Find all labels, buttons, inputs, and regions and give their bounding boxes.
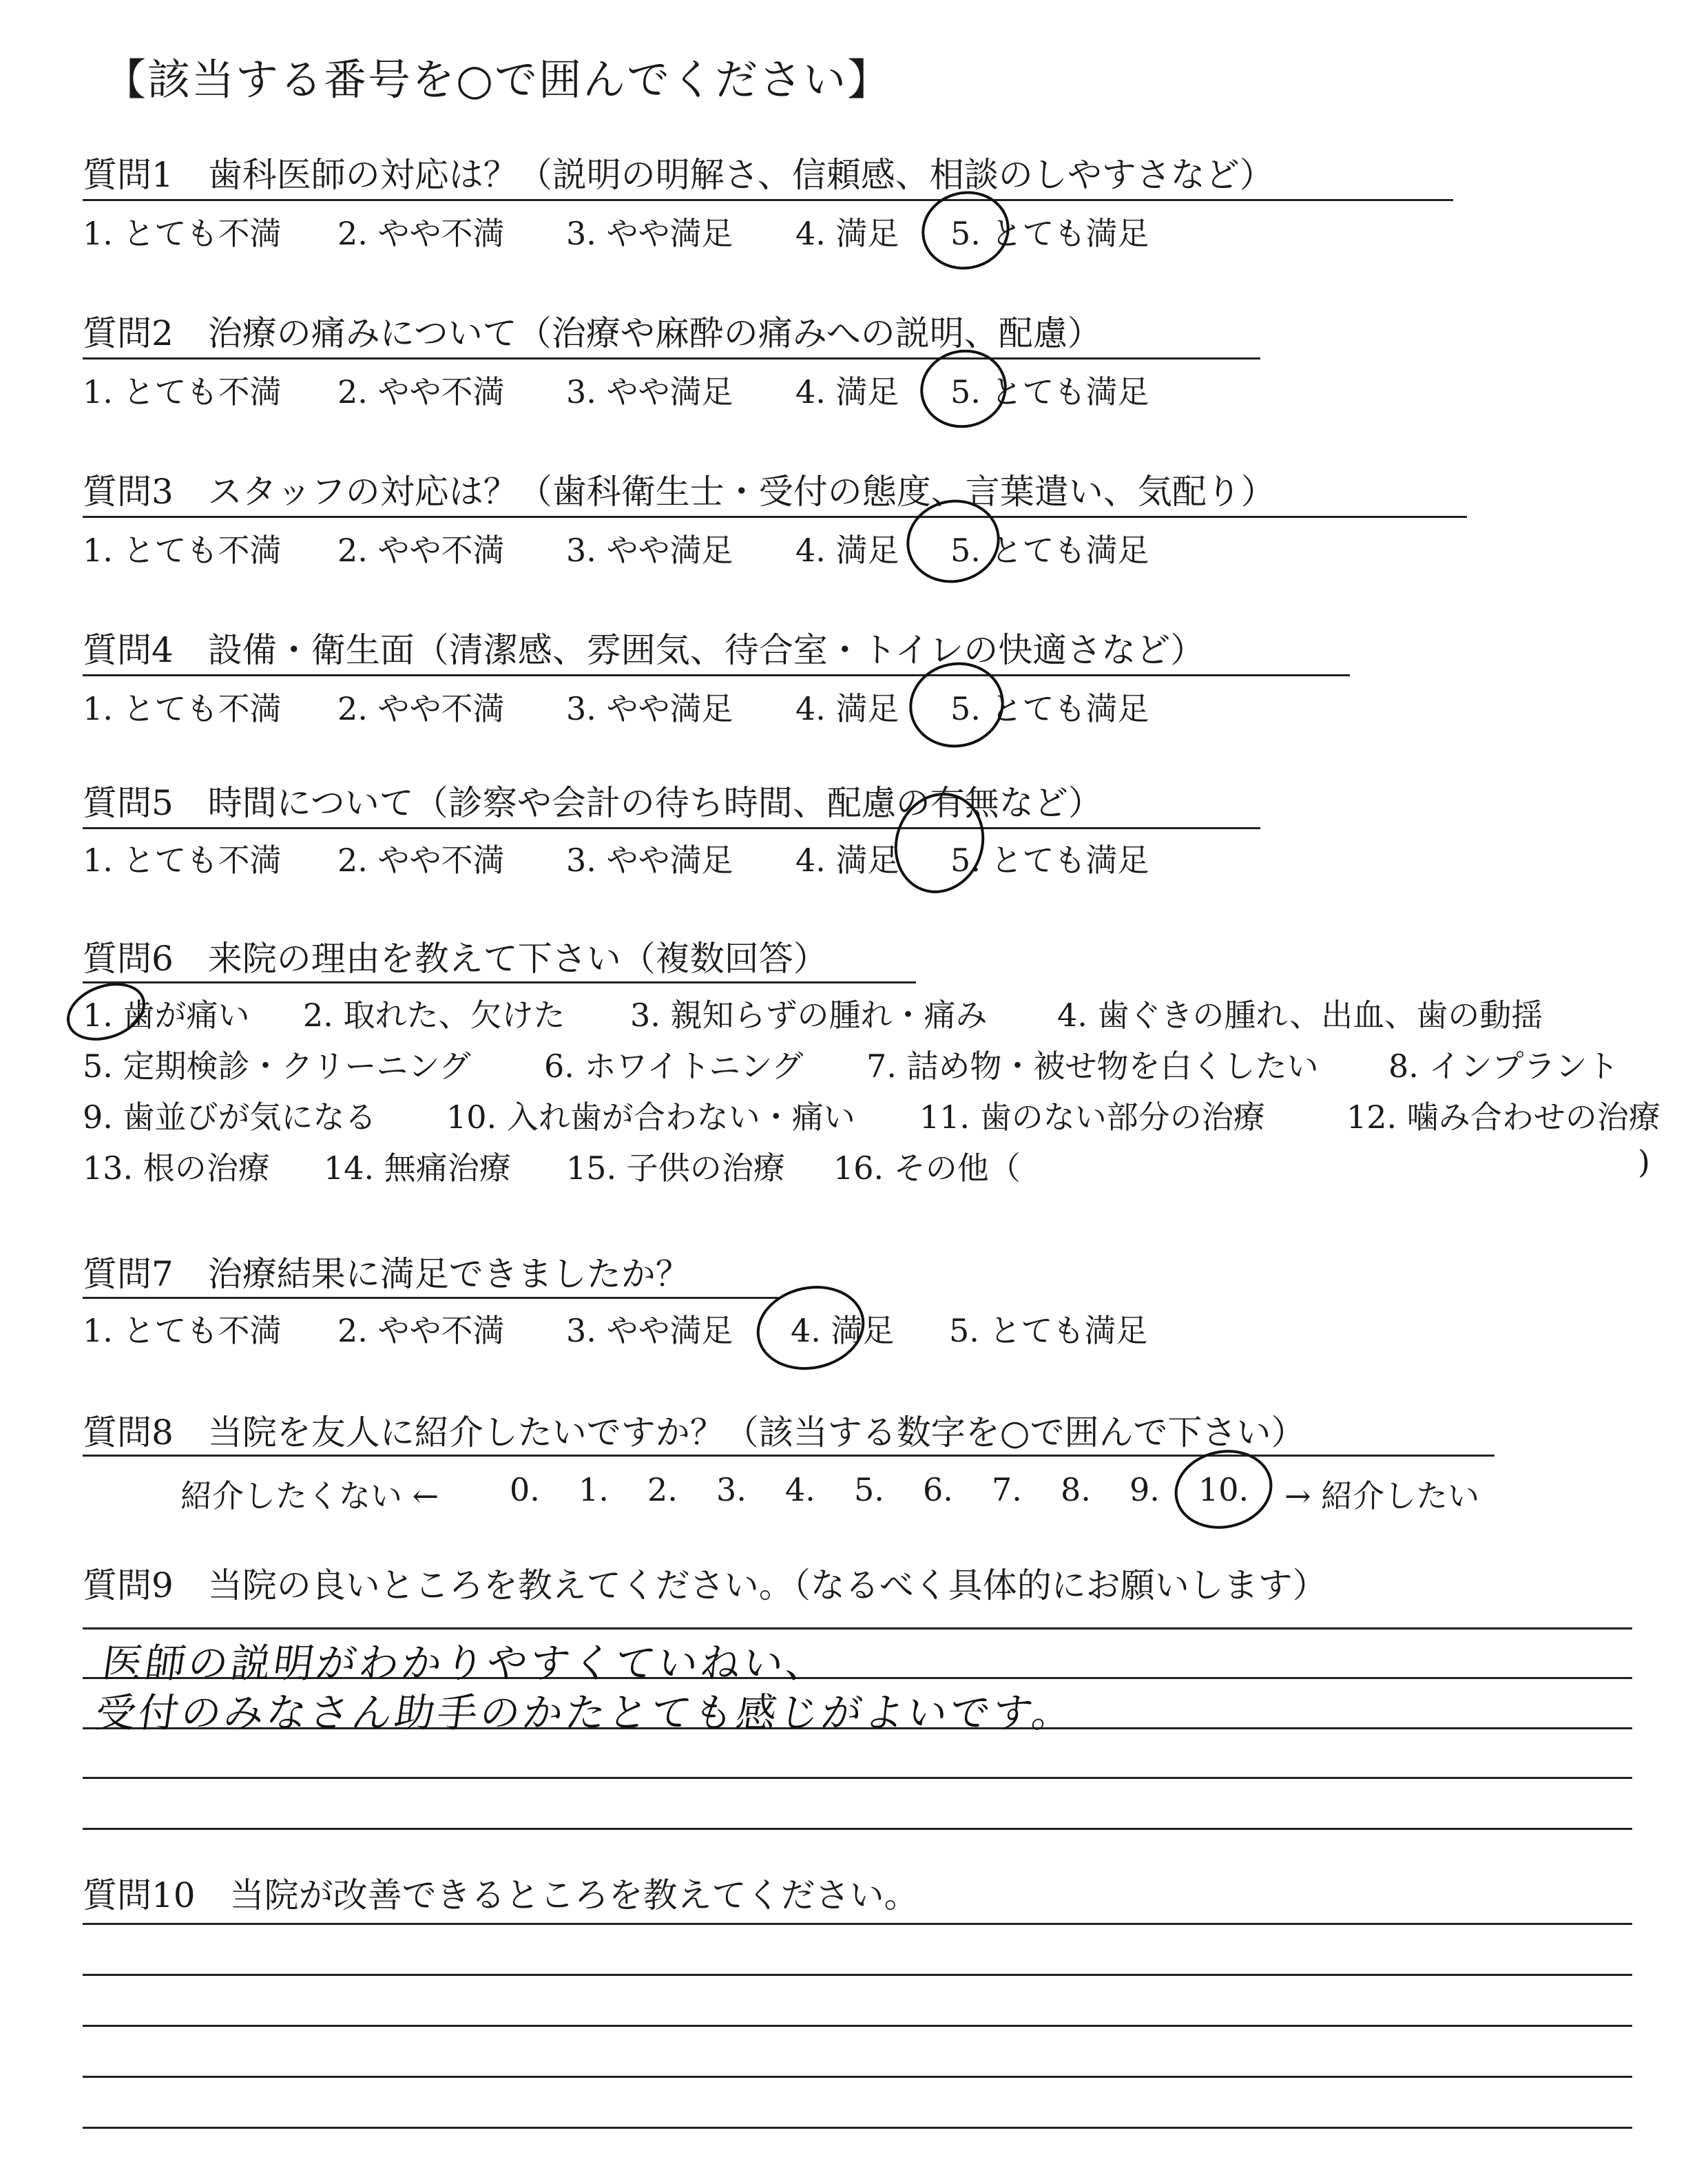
q7-option-3[interactable]: 3. やや満足: [566, 1312, 733, 1349]
q6-reason-9[interactable]: 9. 歯並びが気になる: [83, 1098, 377, 1136]
question-3-underline: [83, 516, 1467, 518]
question-10: 質問10 当院が改善できるところを教えてください。: [83, 1875, 919, 1915]
q8-score-0[interactable]: 0.: [510, 1471, 540, 1508]
q8-right-label: → 紹介したい: [1284, 1477, 1480, 1514]
q3-option-3[interactable]: 3. やや満足: [566, 532, 733, 569]
q5-option-4[interactable]: 4. 満足: [795, 842, 899, 879]
q9-answer-line-5: [83, 1828, 1632, 1830]
question-1: 質問1 歯科医師の対応は？（説明の明解さ、信頼感、相談のしやすさなど）: [83, 155, 1274, 195]
q9-answer-line-1: [83, 1627, 1632, 1629]
question-8-underline: [83, 1455, 1494, 1457]
q3-option-4[interactable]: 4. 満足: [795, 532, 899, 569]
q8-score-10[interactable]: 10.: [1198, 1471, 1249, 1508]
q10-answer-line-2: [83, 1974, 1632, 1976]
q8-score-5[interactable]: 5.: [854, 1471, 884, 1508]
q2-option-2[interactable]: 2. やや不満: [337, 373, 505, 410]
question-4-underline: [83, 674, 1350, 676]
q7-option-4[interactable]: 4. 満足: [791, 1312, 895, 1349]
q5-option-2[interactable]: 2. やや不満: [337, 842, 505, 879]
question-5: 質問5 時間について（診察や会計の待ち時間、配慮の有無など）: [83, 783, 1103, 823]
q2-option-4[interactable]: 4. 満足: [795, 373, 899, 410]
q6-reason-2[interactable]: 2. 取れた、欠けた: [303, 997, 565, 1034]
q10-answer-line-1: [83, 1923, 1632, 1925]
q9-handwritten-answer-2: 受付のみなさん助手のかたとても感じがよいです。: [92, 1689, 1079, 1736]
q6-reason-6[interactable]: 6. ホワイトニング: [544, 1048, 804, 1085]
q5-option-1[interactable]: 1. とても不満: [83, 842, 282, 879]
q2-option-5[interactable]: 5. とても満足: [950, 373, 1149, 410]
q4-option-5[interactable]: 5. とても満足: [950, 690, 1149, 727]
q8-score-3[interactable]: 3.: [716, 1471, 747, 1508]
q5-option-5[interactable]: 5. とても満足: [950, 842, 1149, 879]
q6-reason-14[interactable]: 14. 無痛治療: [324, 1149, 511, 1187]
q1-option-4[interactable]: 4. 満足: [795, 215, 899, 252]
page-title: 【該当する番号を○で囲んでください】: [103, 54, 892, 105]
q6-answer-circle: [59, 972, 154, 1051]
q6-reason-3[interactable]: 3. 親知らずの腫れ・痛み: [630, 997, 988, 1034]
q7-option-2[interactable]: 2. やや不満: [337, 1312, 505, 1349]
q6-reason-12[interactable]: 12. 噛み合わせの治療: [1346, 1098, 1660, 1136]
q8-left-label: 紹介したくない ←: [180, 1477, 439, 1514]
q2-answer-circle: [913, 342, 1014, 436]
q4-option-1[interactable]: 1. とても不満: [83, 690, 282, 727]
q8-score-6[interactable]: 6.: [923, 1471, 953, 1508]
q6-reason-16[interactable]: 16. その他（: [833, 1149, 1021, 1187]
q7-answer-circle: [749, 1276, 872, 1379]
question-2-underline: [83, 357, 1260, 360]
q1-option-3[interactable]: 3. やや満足: [566, 215, 733, 252]
q3-option-5[interactable]: 5. とても満足: [950, 532, 1149, 569]
q6-reason-15[interactable]: 15. 子供の治療: [566, 1149, 785, 1187]
question-8: 質問8 当院を友人に紹介したいですか？（該当する数字を○で囲んで下さい）: [83, 1413, 1306, 1452]
question-4: 質問4 設備・衛生面（清潔感、雰囲気、待合室・トイレの快適さなど）: [83, 630, 1205, 670]
q4-option-4[interactable]: 4. 満足: [795, 690, 899, 727]
q3-option-2[interactable]: 2. やや不満: [337, 532, 505, 569]
q1-option-2[interactable]: 2. やや不満: [337, 215, 505, 252]
q6-reason-4[interactable]: 4. 歯ぐきの腫れ、出血、歯の動揺: [1057, 997, 1543, 1034]
q10-answer-line-3: [83, 2025, 1632, 2027]
q6-reason-7[interactable]: 7. 詰め物・被せ物を白くしたい: [866, 1048, 1319, 1085]
q2-option-1[interactable]: 1. とても不満: [83, 373, 282, 410]
q10-answer-line-5: [83, 2127, 1632, 2129]
q4-option-2[interactable]: 2. やや不満: [337, 690, 505, 727]
q3-option-1[interactable]: 1. とても不満: [83, 532, 282, 569]
question-2: 質問2 治療の痛みについて（治療や麻酔の痛みへの説明、配慮）: [83, 313, 1102, 353]
q6-reason-1[interactable]: 1. 歯が痛い: [83, 997, 250, 1034]
q9-answer-line-4: [83, 1777, 1632, 1779]
q6-reason-10[interactable]: 10. 入れ歯が合わない・痛い: [446, 1098, 855, 1136]
q6-reason-13[interactable]: 13. 根の治療: [83, 1149, 270, 1187]
q8-score-7[interactable]: 7.: [992, 1471, 1022, 1508]
question-6: 質問6 来院の理由を教えて下さい（複数回答）: [83, 939, 828, 979]
q8-score-4[interactable]: 4.: [785, 1471, 815, 1508]
question-3: 質問3 スタッフの対応は？（歯科衛生士・受付の態度、言葉遣い、気配り）: [83, 472, 1275, 512]
q2-option-3[interactable]: 3. やや満足: [566, 373, 733, 410]
q6-other-close-paren: ): [1638, 1143, 1650, 1180]
question-1-underline: [83, 199, 1453, 201]
q9-handwritten-answer-1: 医師の説明がわかりやすくていねい、: [99, 1640, 833, 1687]
q8-score-1[interactable]: 1.: [579, 1471, 609, 1508]
q8-score-2[interactable]: 2.: [647, 1471, 678, 1508]
q7-option-5[interactable]: 5. とても満足: [949, 1312, 1148, 1349]
question-9: 質問9 当院の良いところを教えてください。（なるべく具体的にお願いします）: [83, 1565, 1327, 1605]
q8-score-9[interactable]: 9.: [1129, 1471, 1160, 1508]
q5-option-3[interactable]: 3. やや満足: [566, 842, 733, 879]
question-7-underline: [83, 1297, 778, 1299]
question-7: 質問7 治療結果に満足できましたか？: [83, 1254, 690, 1294]
q6-reason-5[interactable]: 5. 定期検診・クリーニング: [83, 1048, 471, 1085]
q6-reason-8[interactable]: 8. インプラント: [1388, 1048, 1619, 1085]
q1-answer-circle: [915, 183, 1017, 278]
question-6-underline: [83, 981, 916, 983]
q6-reason-11[interactable]: 11. 歯のない部分の治療: [919, 1098, 1265, 1136]
q1-option-5[interactable]: 5. とても満足: [950, 215, 1149, 252]
q10-answer-line-4: [83, 2076, 1632, 2078]
q7-option-1[interactable]: 1. とても不満: [83, 1312, 282, 1349]
question-5-underline: [83, 827, 1260, 829]
q1-option-1[interactable]: 1. とても不満: [83, 215, 282, 252]
q8-score-8[interactable]: 8.: [1061, 1471, 1091, 1508]
q4-option-3[interactable]: 3. やや満足: [566, 690, 733, 727]
